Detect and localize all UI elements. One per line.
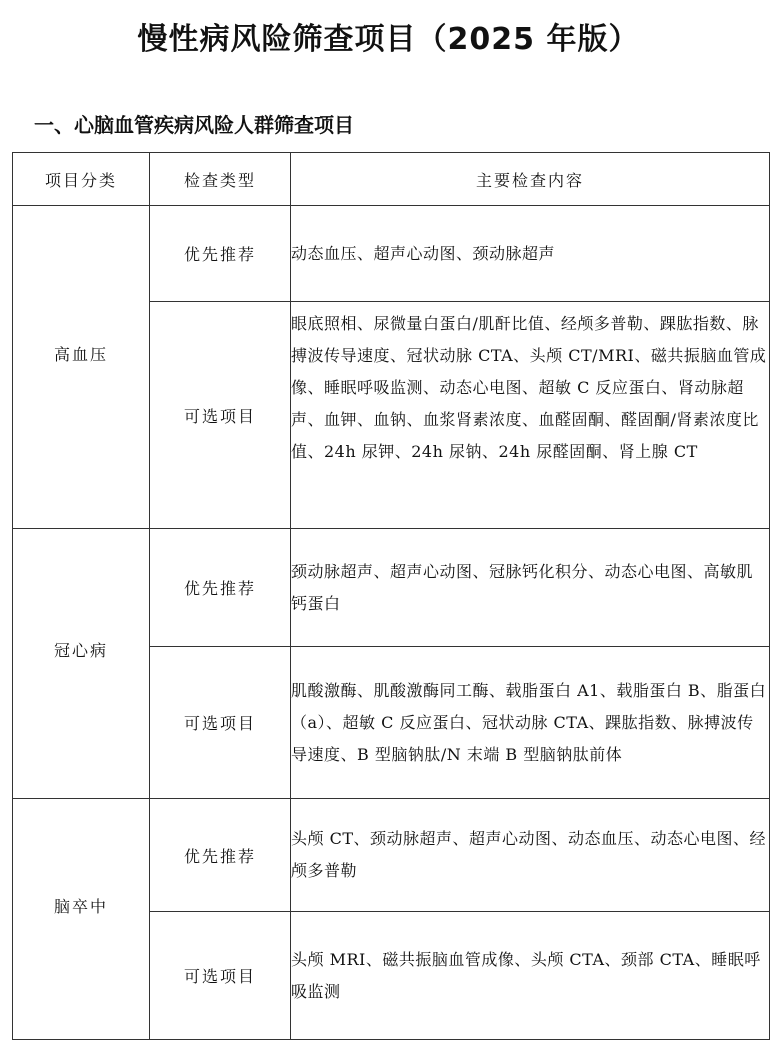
category-label: 冠心病 bbox=[53, 641, 108, 660]
content-cell: 颈动脉超声、超声心动图、冠脉钙化积分、动态心电图、高敏肌钙蛋白 bbox=[291, 529, 770, 647]
category-label: 高血压 bbox=[53, 344, 108, 364]
section-heading: 一、心脑血管疾病风险人群筛查项目 bbox=[34, 113, 354, 137]
content-cell: 头颅 MRI、磁共振脑血管成像、头颅 CTA、颈部 CTA、睡眠呼吸监测 bbox=[291, 912, 770, 1040]
check-type-cell: 优先推荐 bbox=[150, 799, 291, 912]
check-type-cell: 优先推荐 bbox=[150, 529, 291, 647]
header-category: 项目分类 bbox=[13, 153, 150, 206]
category-cell bbox=[13, 529, 150, 799]
check-type-cell: 可选项目 bbox=[150, 912, 291, 1040]
table-row bbox=[13, 529, 770, 647]
content-cell: 肌酸激酶、肌酸激酶同工酶、载脂蛋白 A1、载脂蛋白 B、脂蛋白（a）、超敏 C 反应蛋白、冠状动脉 CTA、踝肱指数、脉搏波传导速度、B 型脑钠肽/N 末端 B 型脑钠肽前体 bbox=[291, 647, 770, 799]
document-title: 慢性病风险筛查项目（2025 年版） bbox=[137, 22, 640, 57]
check-type-cell: 可选项目 bbox=[150, 647, 291, 799]
table-header-row bbox=[13, 153, 770, 206]
table-row bbox=[13, 206, 770, 302]
content-cell: 头颅 CT、颈动脉超声、超声心动图、动态血压、动态心电图、经颅多普勒 bbox=[291, 799, 770, 912]
check-type-cell: 优先推荐 bbox=[150, 206, 291, 302]
header-main-content: 主要检查内容 bbox=[291, 153, 770, 206]
content-cell: 眼底照相、尿微量白蛋白/肌酐比值、经颅多普勒、踝肱指数、脉搏波传导速度、冠状动脉 CTA、头颅 CT/MRI、磁共振脑血管成像、睡眠呼吸监测、动态心电图、超敏 C 反应蛋白、肾动脉超声、血钾、血钠、血浆肾素浓度、血醛固酮、醛固酮/肾素浓度比值、24h 尿钾、24h 尿钠、24h 尿醛固酮、肾上腺 CT bbox=[291, 302, 770, 529]
screening-table bbox=[12, 152, 770, 1040]
category-cell bbox=[13, 206, 150, 529]
header-check-type: 检查类型 bbox=[150, 153, 291, 206]
table-row bbox=[13, 799, 770, 912]
category-label: 脑卒中 bbox=[53, 896, 108, 916]
category-cell bbox=[13, 799, 150, 1040]
content-cell: 动态血压、超声心动图、颈动脉超声 bbox=[291, 206, 770, 302]
check-type-cell: 可选项目 bbox=[150, 302, 291, 529]
